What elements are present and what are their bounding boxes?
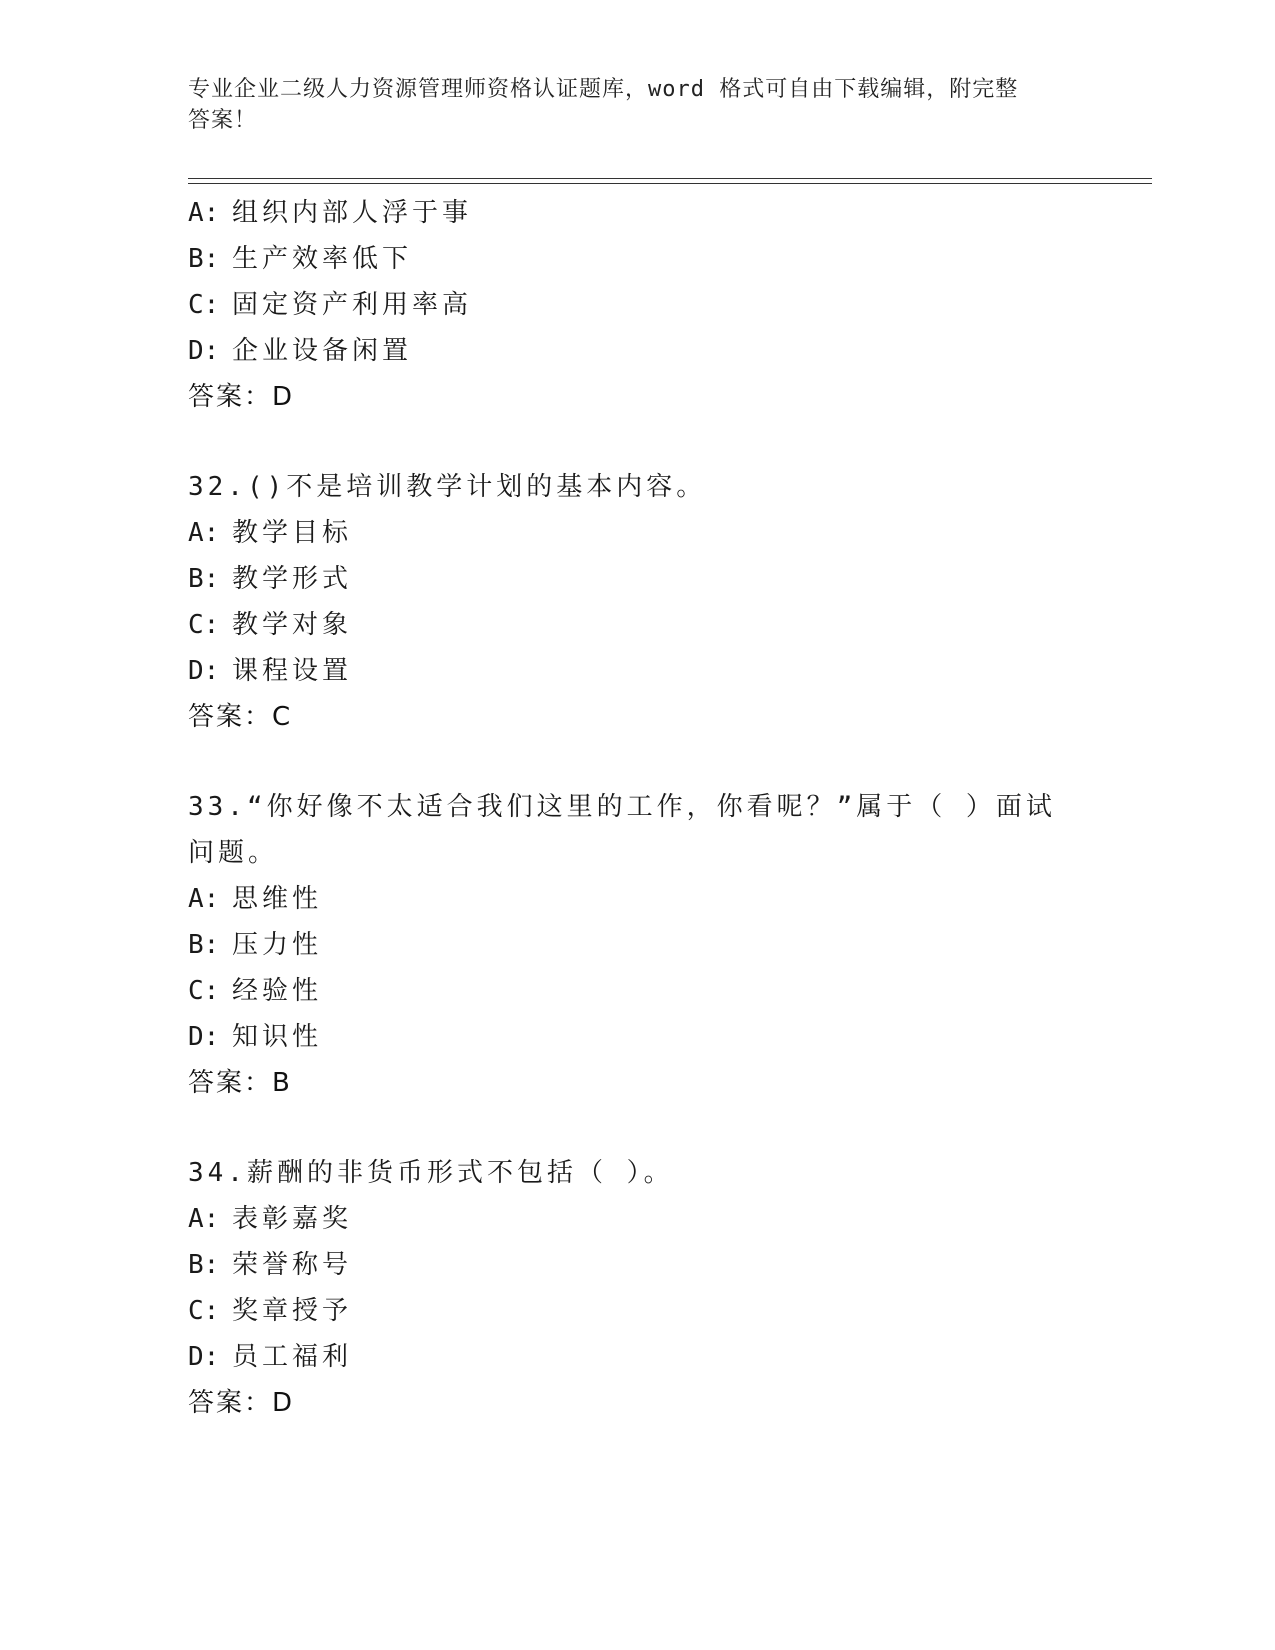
option-c	[188, 1288, 1148, 1334]
option-b	[188, 556, 1148, 602]
answer-line: 答案：C	[188, 702, 293, 732]
question-text-line-1: 33.“你好像不太适合我们这里的工作，你看呢？”属于（ ）面试	[188, 792, 1056, 822]
option-label: C:	[188, 1296, 220, 1326]
option-d	[188, 1334, 1148, 1380]
option-text: 压力性	[232, 930, 323, 960]
question-text-line-2: 问题。	[188, 838, 279, 868]
option-label: B:	[188, 564, 220, 594]
question-text: 32.()不是培训教学计划的基本内容。	[188, 472, 707, 502]
option-c	[188, 968, 1148, 1014]
header-line-1: 专业企业二级人力资源管理师资格认证题库，word 格式可自由下载编辑，附完整	[188, 77, 1019, 102]
option-label: C:	[188, 610, 220, 640]
option-label: C:	[188, 290, 220, 320]
option-c	[188, 282, 1148, 328]
answer-line: 答案：B	[188, 1068, 292, 1098]
option-text: 教学对象	[232, 610, 353, 640]
option-text: 教学目标	[232, 518, 353, 548]
header-line-2: 答案！	[188, 108, 258, 133]
option-label: A:	[188, 198, 220, 228]
option-label: D:	[188, 1022, 220, 1052]
option-text: 教学形式	[232, 564, 353, 594]
question-block-33	[188, 784, 1148, 1106]
option-text: 组织内部人浮于事	[232, 198, 473, 228]
option-b	[188, 1242, 1148, 1288]
option-text: 课程设置	[232, 656, 353, 686]
option-b	[188, 236, 1148, 282]
option-text: 企业设备闲置	[232, 336, 413, 366]
option-text: 经验性	[232, 976, 323, 1006]
option-d	[188, 1014, 1148, 1060]
option-label: B:	[188, 1250, 220, 1280]
question-text: 34.薪酬的非货币形式不包括（ ）。	[188, 1158, 674, 1188]
option-label: A:	[188, 884, 220, 914]
option-label: A:	[188, 1204, 220, 1234]
option-c	[188, 602, 1148, 648]
option-a	[188, 876, 1148, 922]
option-text: 思维性	[232, 884, 323, 914]
document-header	[188, 74, 1068, 136]
option-label: D:	[188, 336, 220, 366]
option-d	[188, 328, 1148, 374]
option-label: A:	[188, 518, 220, 548]
question-block-34	[188, 1150, 1148, 1426]
option-a	[188, 1196, 1148, 1242]
option-text: 荣誉称号	[232, 1250, 353, 1280]
option-b	[188, 922, 1148, 968]
header-divider-bottom	[188, 183, 1152, 184]
option-label: B:	[188, 930, 220, 960]
option-label: D:	[188, 656, 220, 686]
option-a	[188, 190, 1148, 236]
spacer	[188, 740, 1148, 784]
option-text: 表彰嘉奖	[232, 1204, 353, 1234]
option-text: 知识性	[232, 1022, 323, 1052]
question-block-32	[188, 464, 1148, 740]
option-d	[188, 648, 1148, 694]
header-divider-top	[188, 178, 1152, 179]
option-text: 生产效率低下	[232, 244, 413, 274]
spacer	[188, 1106, 1148, 1150]
option-a	[188, 510, 1148, 556]
option-label: D:	[188, 1342, 220, 1372]
answer-line: 答案：D	[188, 1388, 295, 1418]
option-text: 员工福利	[232, 1342, 353, 1372]
option-label: B:	[188, 244, 220, 274]
spacer	[188, 420, 1148, 464]
option-text: 奖章授予	[232, 1296, 353, 1326]
option-label: C:	[188, 976, 220, 1006]
answer-line: 答案：D	[188, 382, 295, 412]
question-block-31	[188, 190, 1148, 420]
option-text: 固定资产利用率高	[232, 290, 473, 320]
question-list	[188, 190, 1148, 1426]
